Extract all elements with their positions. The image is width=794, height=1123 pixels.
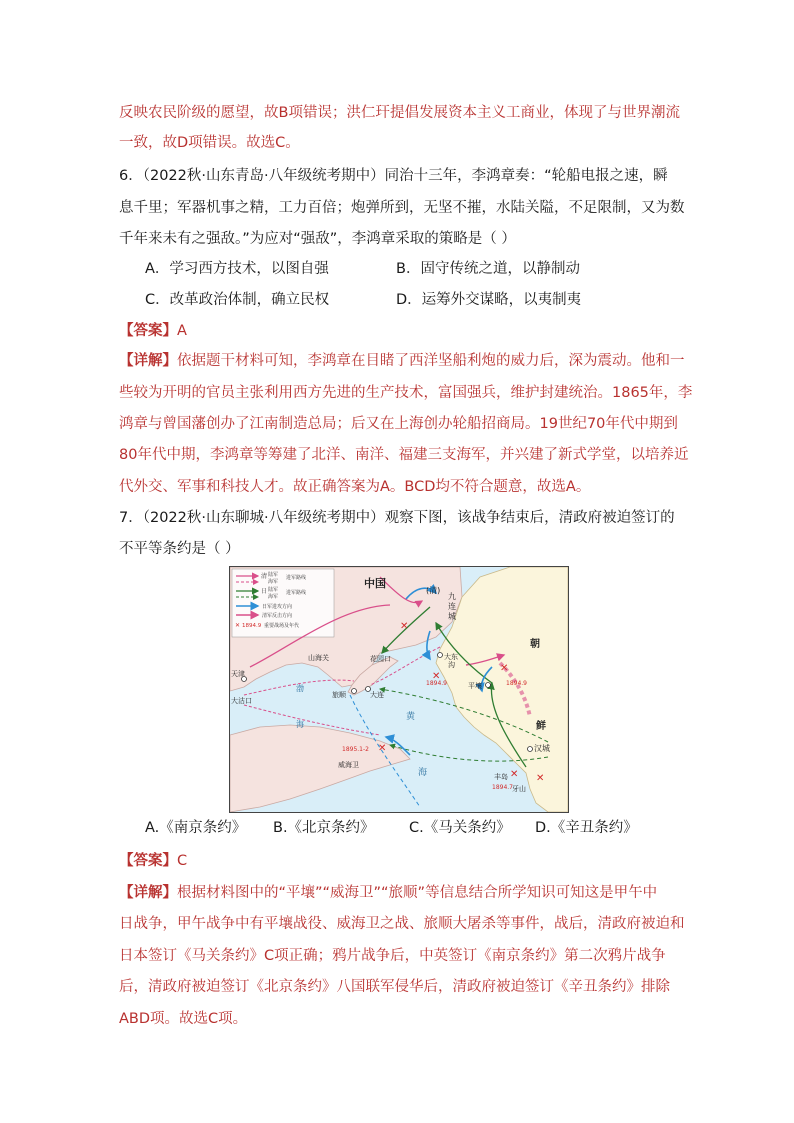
battle-mark-pingrang: ✕ xyxy=(500,663,509,674)
sino-japanese-war-map xyxy=(229,566,569,813)
label-xian: 鲜 xyxy=(536,721,546,732)
question-6-stem: 千年来未有之强敌。”为应对“强敌”，李鸿章采取的策略是（ ） xyxy=(119,231,516,247)
label-huang: 黄 xyxy=(406,712,416,722)
answer-tag: 【答案】 xyxy=(119,323,177,339)
detail-text: 依据题干材料可知，李鸿章在目睹了西洋坚船利炮的威力后，深为震动。他和一 xyxy=(177,353,685,369)
city-dot-hancheng xyxy=(528,747,533,752)
legend-battle-icon: ✕ xyxy=(235,622,241,629)
q6-option-b: B．固守传统之道，以静制动 xyxy=(396,261,580,277)
detail-tag: 【详解】 xyxy=(119,885,177,901)
q6-detail-line: 些较为开明的官员主张利用西方先进的生产技术，富国强兵，维护封建统治。1865年，李 xyxy=(119,385,693,401)
label-china: 中国 xyxy=(364,577,386,590)
legend-japan-attack: 日军进攻方向 xyxy=(262,604,293,610)
question-6-stem: 息千里；军器机事之精，工力百倍；炮弹所到，无坚不摧，水陆关隘，不足限制，又为数 xyxy=(119,200,685,216)
city-dot-pingrang xyxy=(486,683,491,688)
city-dot-dadonggou xyxy=(438,653,443,658)
label-weihaiwei: 威海卫 xyxy=(338,761,359,769)
legend-battle-desc: 重要战场及年代 xyxy=(264,623,300,629)
legend-qing-counter: 清军反击方向 xyxy=(262,613,293,619)
q7-detail-line: 日本签订《马关条约》C项正确；鸦片战争后，中英签订《南京条约》第二次鸦片战争 xyxy=(119,948,666,964)
battle-mark-yashan: ✕ xyxy=(536,773,545,784)
q6-detail xyxy=(119,351,685,371)
city-dot-lushun xyxy=(352,689,357,694)
label-dagukou: 大沽口 xyxy=(231,697,252,705)
legend-battle-date: 1894.9 xyxy=(242,623,262,629)
label-jiuliancheng: 九 xyxy=(448,592,456,601)
q7-detail-line: ABD项。故选C项。 xyxy=(119,1011,248,1027)
legend-qing-land: 陆军 xyxy=(268,572,279,578)
battle-mark-jiuliancheng: ✕ xyxy=(400,621,409,632)
legend-qing-navy: 海军 xyxy=(268,579,279,585)
legend-qing-army: 清 xyxy=(261,573,268,580)
battle-mark-yellow-sea: ✕ xyxy=(432,671,441,682)
q6-option-c: C．改革政治体制，确立民权 xyxy=(145,292,330,308)
legend-japan-land: 陆军 xyxy=(268,587,279,593)
label-huayuankou: 花园口 xyxy=(370,655,391,663)
q7-option-c: C.《马关条约》 xyxy=(409,820,511,836)
legend-qing-route: 进军路线 xyxy=(286,575,307,581)
question-7-stem: 不平等条约是（ ） xyxy=(119,541,240,557)
q6-detail-line: 鸿章与曾国藩创办了江南制造总局；后又在上海创办轮船招商局。19世纪70年代中期到 xyxy=(119,416,678,432)
label-date-fengdao: 1894.7 xyxy=(492,784,513,791)
label-huanghai-hai: 海 xyxy=(418,768,428,778)
q7-answer xyxy=(119,851,679,871)
explanation-line: 一致，故D项错误。故选C。 xyxy=(119,135,300,151)
q7-detail-line: 日战争，甲午战争中有平壤战役、威海卫之战、旅顺大屠杀等事件，战后，清政府被迫和 xyxy=(119,916,685,932)
label-dadonggou: 大东 xyxy=(444,653,458,661)
label-pingrang: 平壤 xyxy=(468,682,482,690)
question-6-stem: 6．（2022秋·山东青岛·八年级统考期中）同治十三年，李鸿章奏：“轮船电报之速，瞬 xyxy=(119,168,668,184)
label-jiuliancheng: 连 xyxy=(448,602,456,611)
q6-option-a: A．学习西方技术，以图自强 xyxy=(145,261,329,277)
label-shanhaiguan: 山海关 xyxy=(308,654,329,662)
q7-option-b: B.《北京条约》 xyxy=(273,820,375,836)
label-bo: 渤 xyxy=(296,684,304,693)
label-yashan: 牙山 xyxy=(512,785,526,793)
label-date-sea: 1894.9 xyxy=(426,680,447,687)
detail-tag: 【详解】 xyxy=(119,353,177,369)
q7-option-d: D.《辛丑条约》 xyxy=(535,820,638,836)
detail-text: 根据材料图中的“平壤”“威海卫”“旅顺”等信息结合所学知识可知这是甲午中 xyxy=(177,885,658,901)
label-qing: (清) xyxy=(426,586,441,595)
q6-option-d: D．运筹外交谋略，以夷制夷 xyxy=(396,292,582,308)
label-dadonggou: 沟 xyxy=(448,661,455,669)
q6-detail-line: 代外交、军事和科技人才。故正确答案为A。BCD均不符合题意，故选A。 xyxy=(119,479,591,495)
answer-value: A xyxy=(177,323,187,339)
question-7-stem: 7．（2022秋·山东聊城·八年级统考期中）观察下图，该战争结束后，清政府被迫签订的 xyxy=(119,510,675,526)
q7-detail-line: 后，清政府被迫签订《北京条约》八国联军侵华后，清政府被迫签订《辛丑条约》排除 xyxy=(119,979,670,995)
answer-value: C xyxy=(177,853,188,869)
legend-japan-navy: 海军 xyxy=(268,594,279,600)
label-chao: 朝 xyxy=(530,639,540,650)
explanation-line: 反映农民阶级的愿望，故B项错误；洪仁玕提倡发展资本主义工商业，体现了与世界潮流 xyxy=(119,105,680,121)
answer-tag: 【答案】 xyxy=(119,853,177,869)
q6-answer xyxy=(119,321,679,341)
q6-detail-line: 80年代中期，李鸿章等筹建了北洋、南洋、福建三支海军，并兴建了新式学堂，以培养近 xyxy=(119,447,689,463)
legend-japan-route: 进军路线 xyxy=(286,590,307,596)
label-date-pingrang: 1894.9 xyxy=(506,680,527,687)
legend-japan-army: 日 xyxy=(261,588,268,595)
label-jiuliancheng: 城 xyxy=(448,612,456,621)
label-lushun: 旅顺 xyxy=(332,691,346,699)
battle-mark-weihaiwei: ✕ xyxy=(378,743,387,754)
battle-mark-fengdao: ✕ xyxy=(510,769,519,780)
label-hancheng: 汉城 xyxy=(534,744,550,753)
label-date-weihai: 1895.1-2 xyxy=(342,746,369,753)
q7-detail xyxy=(119,883,679,903)
q7-option-a: A.《南京条约》 xyxy=(145,820,247,836)
label-bohai-hai: 海 xyxy=(296,720,304,729)
label-dalian: 大连 xyxy=(370,691,384,699)
label-tianjin: 天津 xyxy=(231,670,245,678)
label-fengdao: 丰岛 xyxy=(494,773,508,781)
